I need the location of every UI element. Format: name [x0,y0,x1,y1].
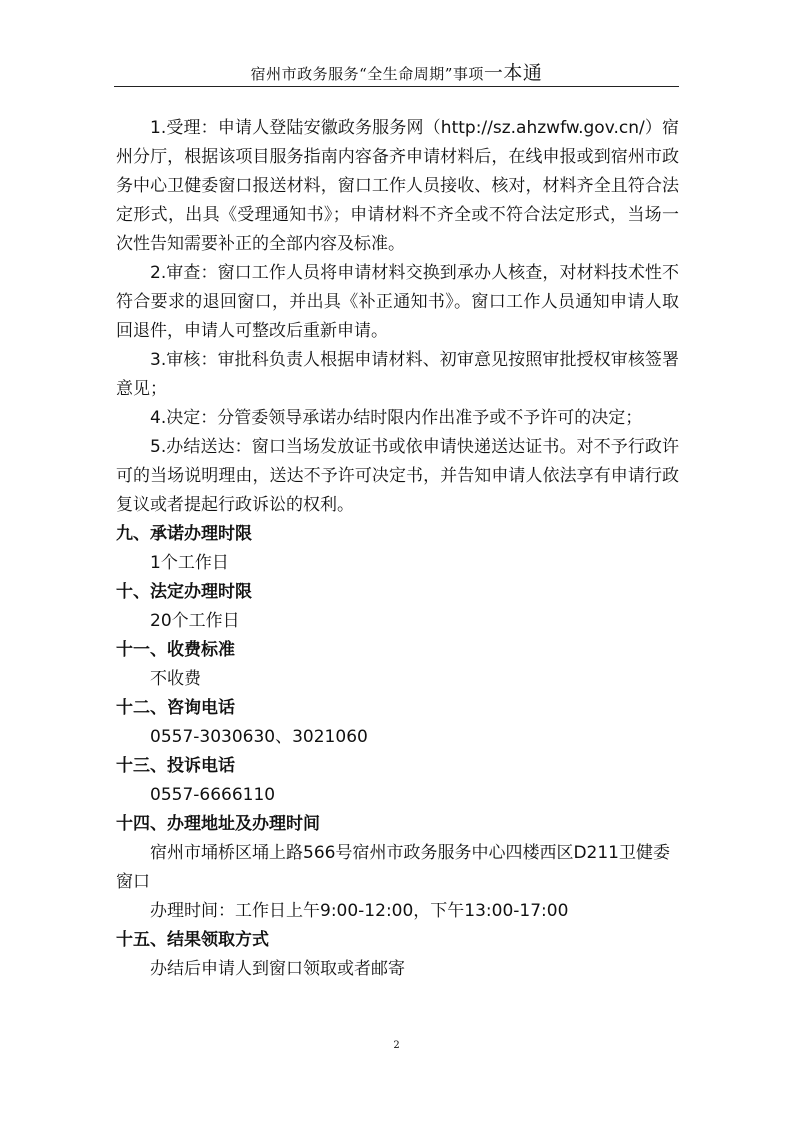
procedure-step: 2.审查：窗口工作人员将申请材料交换到承办人核查，对材料技术性不符合要求的退回窗口，并出具《补正通知书》。窗口工作人员通知申请人取回退件，申请人可整改后重新申请。 [116,263,679,341]
page-number: 2 [393,1040,400,1051]
section-value: 不收费 [150,669,201,689]
section-heading: 十三、投诉电话 [116,756,235,776]
header-title-tail: 一本通 [483,62,543,84]
section-value: 0557-3030630、3021060 [150,727,368,747]
procedure-step: 4.决定：分管委领导承诺办结时限内作出准予或不予许可的决定； [150,408,643,428]
procedure-step: 3.审核：审批科负责人根据申请材料、初审意见按照审批授权审核签署意见； [116,350,679,399]
procedure-step: 1.受理：申请人登陆安徽政务服务网（http://sz.ahzwfw.gov.cn/）宿州分厅，根据该项目服务指南内容备齐申请材料后，在线申报或到宿州市政务中心卫健委窗口报送材料，窗口工作人员接收、核对，材料齐全且符合法定形式，出具《受理通知书》；申请材料不齐全或不符合法定形式，当场一次性告知需要补正的全部内容及标准。 [116,118,679,254]
section-value: 0557-6666110 [150,785,276,805]
section-heading: 十五、结果领取方式 [116,930,269,950]
section-value: 20个工作日 [150,611,240,631]
section-heading: 十二、咨询电话 [116,698,235,718]
section-value: 办结后申请人到窗口领取或者邮寄 [150,959,405,979]
section-value: 办理时间：工作日上午9:00-12:00，下午13:00-17:00 [150,901,569,921]
header-divider [114,86,679,87]
header-title: 宿州市政务服务“全生命周期”事项 [250,65,484,83]
document-body [116,114,679,984]
page-header [114,58,679,85]
section-heading: 十、法定办理时限 [116,582,252,602]
section-heading: 十四、办理地址及办理时间 [116,814,320,834]
procedure-step: 5.办结送达：窗口当场发放证书或依申请快递送达证书。对不予行政许可的当场说明理由，送达不予许可决定书，并告知申请人依法享有申请行政复议或者提起行政诉讼的权利。 [116,437,679,515]
section-heading: 九、承诺办理时限 [116,524,252,544]
section-value: 宿州市埇桥区埇上路566号宿州市政务服务中心四楼西区D211卫健委窗口 [116,843,670,892]
section-value: 1个工作日 [150,553,229,573]
section-heading: 十一、收费标准 [116,640,235,660]
